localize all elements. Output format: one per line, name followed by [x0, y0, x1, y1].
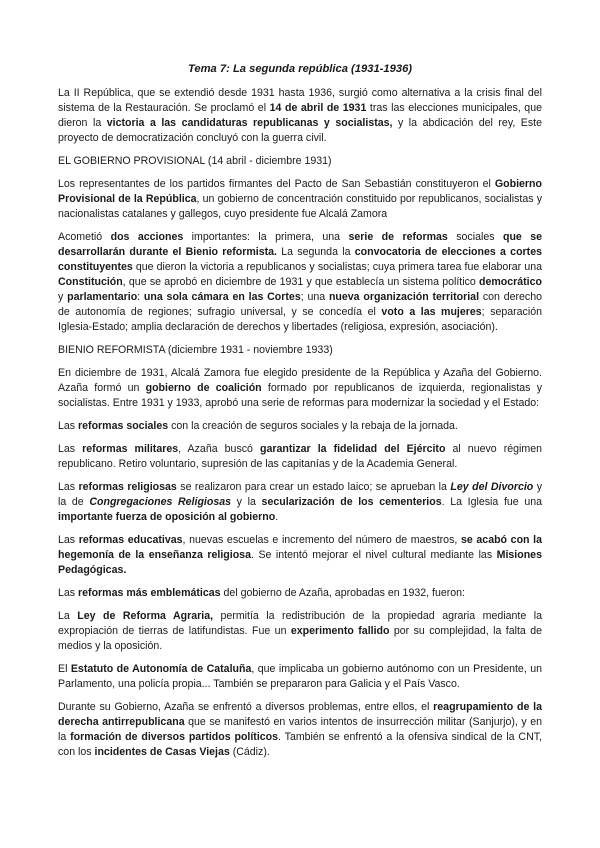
text-run: con derecho de autonomía de regiones; sufragio universal, y se concedía el	[58, 291, 542, 318]
paragraph	[58, 480, 542, 525]
text-run: Acometió	[58, 231, 111, 243]
bold-text: Constitución	[58, 276, 123, 288]
paragraph	[58, 442, 542, 472]
bold-text: incidentes de Casas Viejas	[94, 746, 230, 758]
bold-text: Misiones Pedagógicas.	[58, 549, 542, 576]
text-run: . La Iglesia fue una	[441, 496, 543, 508]
bold-text: experimento fallido	[290, 625, 390, 637]
text-run: BIENIO REFORMISTA (diciembre 1931 - noviembre 1933)	[58, 344, 333, 356]
text-run: Las	[58, 534, 79, 546]
bold-text: reformas educativas	[78, 534, 183, 546]
bold-text: una sola cámara en las Cortes	[143, 291, 301, 303]
paragraph	[58, 230, 542, 335]
text-run: al nuevo régimen republicano. Retiro voluntario, supresión de las capitanías y de la Academia General.	[58, 443, 543, 470]
text-run: y	[58, 291, 68, 303]
bold-text: reformas más emblemáticas	[78, 587, 221, 599]
bold-text: nueva organización territorial	[328, 291, 480, 303]
text-run: . Se intentó mejorar el nivel cultural mediante las	[250, 549, 497, 561]
paragraph	[58, 86, 542, 146]
text-run: se realizaron para crear un estado laico; se aprueban la	[176, 481, 451, 493]
bold-text: reformas religiosas	[78, 481, 177, 493]
bold-text: secularización de los cementerios	[261, 496, 442, 508]
text-run: que se manifestó en varios intentos de insurrección militar (Sanjurjo), y en la	[58, 716, 542, 743]
bold-text: 14 de abril de 1931	[269, 102, 367, 114]
text-run: :	[137, 291, 144, 303]
bold-text: serie de reformas	[348, 231, 448, 243]
text-run: Durante su Gobierno, Azaña se enfrentó a diversos problemas, entre ellos, el	[58, 701, 434, 713]
text-run: , que se aprobó en diciembre de 1931 y que establecía un sistema político	[122, 276, 479, 288]
text-run: y la abdicación del rey, Este proyecto de democratización concluyó con la guerra civil.	[58, 117, 542, 144]
bold-text: reformas militares	[82, 443, 179, 455]
bold-text: Estatuto de Autonomía de Cataluña	[70, 663, 252, 675]
bold-text: victoria a las candidaturas republicanas y socialistas,	[106, 117, 393, 129]
text-run: que dieron la victoria a republicanos y socialistas; cuya primera tarea fue elaborar una	[132, 261, 542, 273]
bold-text: dos acciones	[110, 231, 184, 243]
text-run: En diciembre de 1931, Alcalá Zamora fue elegido presidente de la República y Azaña del Gobierno. Azaña formó un	[58, 367, 542, 394]
section-heading	[58, 154, 542, 169]
paragraph	[58, 700, 542, 760]
document-body	[58, 86, 542, 760]
text-run: . También se enfrentó a la ofensiva sindical de la CNT, con los	[58, 731, 542, 758]
bold-text: democrático	[479, 276, 542, 288]
text-run: , Azaña buscó	[178, 443, 260, 455]
text-run: El	[58, 663, 71, 675]
text-run: EL GOBIERNO PROVISIONAL (14 abril - diciembre 1931)	[58, 155, 332, 167]
text-run: , que implicaba un gobierno autónomo con un Presidente, un Parlamento, una policía propia... También se prepararon para Galicia y el País Vasco.	[58, 663, 542, 690]
text-run: permitía la redistribución de la propiedad agraria mediante la expropiación de tierras de latifundistas. Fue un	[58, 610, 542, 637]
bold-text: parlamentario	[67, 291, 138, 303]
text-run: importantes: la primera, una	[183, 231, 349, 243]
paragraph	[58, 419, 542, 434]
bold-text: formación de diversos partidos políticos	[70, 731, 279, 743]
text-run: con la creación de seguros sociales y la rebaja de la jornada.	[168, 420, 458, 432]
bold-text: importante fuerza de oposición al gobierno	[58, 511, 276, 523]
paragraph	[58, 662, 542, 692]
text-run: del gobierno de Azaña, aprobadas en 1932, fueron:	[220, 587, 465, 599]
bold-text: reagrupamiento de la derecha antirrepublicana	[58, 701, 542, 728]
text-run: La II República, que se extendió desde 1931 hasta 1936, surgió como alternativa a la crisis final del sistema de la Restauración. Se proclamó el	[58, 87, 542, 114]
text-run: , nuevas escuelas e incremento del número de maestros,	[182, 534, 461, 546]
text-run: .	[275, 511, 279, 523]
paragraph	[58, 177, 542, 222]
text-run: , un gobierno de concentración constituido por republicanos, socialistas y nacionalistas catalanes y gallegos, cuyo presidente fue Alcalá Zamora	[58, 193, 543, 220]
bold-text: garantizar la fidelidad del Ejército	[260, 443, 446, 455]
bold-text: gobierno de coalición	[145, 382, 262, 394]
bold-text: Gobierno Provisional de la República	[58, 178, 542, 205]
text-run: Las	[58, 443, 83, 455]
text-run: y la de	[58, 481, 543, 508]
text-run: formado por republicanos de izquierda, regionalistas y socialistas. Entre 1931 y 1933, aprobó una serie de reformas para modernizar la sociedad y el Estado:	[58, 382, 542, 409]
text-run: tras las elecciones municipales, que dieron la	[58, 102, 542, 129]
text-run: ; separación Iglesia-Estado; amplia declaración de derechos y libertades (religiosa, expresión, asociación).	[58, 306, 542, 333]
text-run: La segunda la	[277, 246, 355, 258]
bold-text: que se desarrollarán durante el Bienio reformista.	[58, 231, 543, 258]
paragraph	[58, 366, 542, 411]
bold-italic-text: Congregaciones Religiosas	[89, 496, 232, 508]
text-run: Los representantes de los partidos firmantes del Pacto de San Sebastián constituyeron el	[58, 178, 495, 190]
bold-italic-text: Ley del Divorcio	[450, 481, 534, 493]
section-heading	[58, 343, 542, 358]
text-run: (Cádiz).	[229, 746, 270, 758]
text-run: Las	[58, 420, 79, 432]
text-run: y la	[231, 496, 262, 508]
text-run: Las	[58, 481, 79, 493]
bold-text: convocatoria de elecciones a cortes constituyentes	[58, 246, 542, 273]
bold-text: Ley de Reforma Agraria,	[77, 610, 214, 622]
document-title: Tema 7: La segunda república (1931-1936)	[187, 63, 413, 75]
text-run: Las	[58, 587, 79, 599]
paragraph	[58, 533, 542, 578]
bold-text: voto a las mujeres	[381, 306, 482, 318]
text-run: La	[58, 610, 78, 622]
paragraph	[58, 609, 542, 654]
text-run: sociales	[447, 231, 503, 243]
text-run: ; una	[300, 291, 329, 303]
text-run: por su complejidad, la falta de medios y la oposición.	[58, 625, 542, 652]
paragraph	[58, 586, 542, 601]
bold-text: reformas sociales	[78, 420, 169, 432]
bold-text: se acabó con la hegemonía de la enseñanza religiosa	[58, 534, 543, 561]
document-page	[58, 62, 542, 768]
